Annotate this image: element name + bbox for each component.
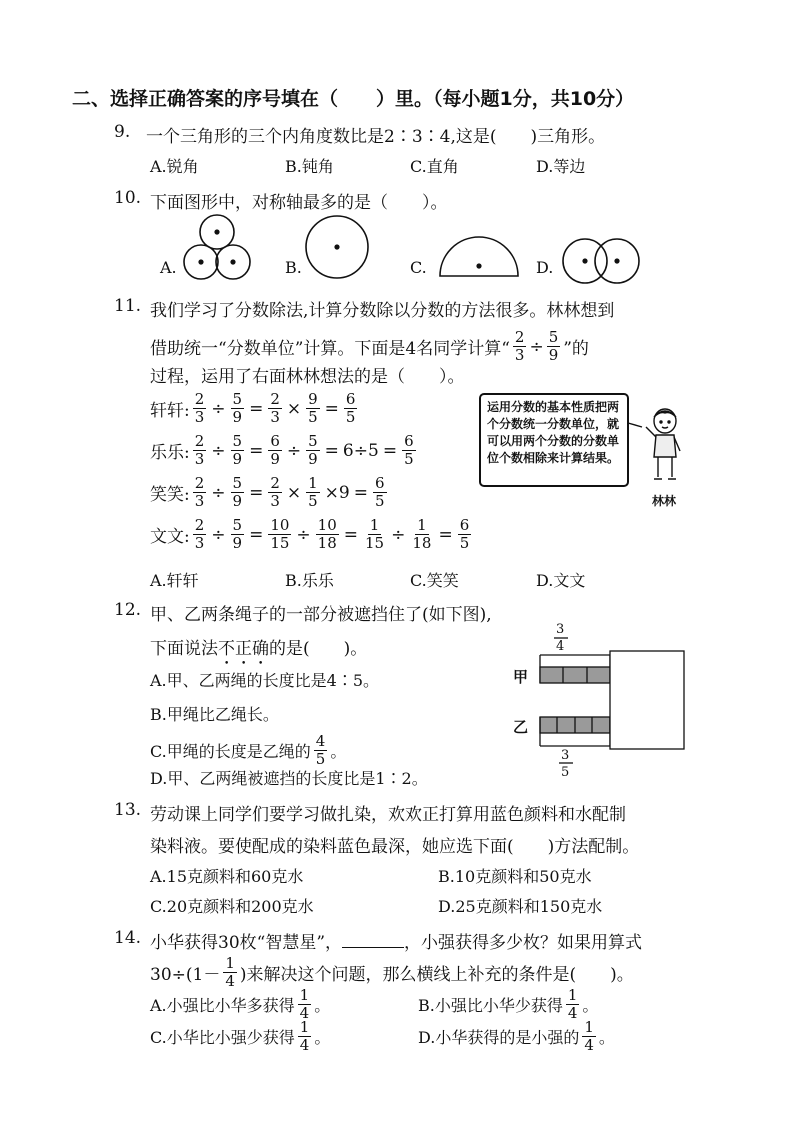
q14-line2: 30÷(1－ $\frac{1}{4}$ )来解决这个问题，那么横线上补充的条件是( )。 (150, 954, 634, 990)
q14-option-d: D.小华获得的是小强的 $\frac{1}{4}$ 。 (418, 1018, 615, 1054)
q13-option-b: B.10克颜料和50克水 (438, 867, 592, 886)
diagram-bottom-numerator: 3 (561, 748, 570, 763)
q12-line1: 甲、乙两条绳子的一部分被遮挡住了(如下图), (150, 605, 492, 625)
divide-sign: ÷ (529, 336, 544, 357)
section-title: 二、选择正确答案的序号填在（ ）里。（每小题1分，共10分） (72, 88, 635, 110)
q11-option-a: A.轩轩 (150, 571, 199, 590)
q11-number: 11. (114, 296, 142, 316)
q10-label-b: B. (285, 258, 302, 277)
student-name: 轩轩: (150, 401, 190, 421)
q9-option-d: D.等边 (536, 157, 586, 176)
q11-line2-start: 借助统一“分数单位”计算。下面是4名同学计算“ (150, 339, 510, 359)
q10-label-a: A. (160, 258, 177, 277)
q11-equation-xuanxuan: 轩轩: $\frac{2}{3}$ ÷ $\frac{5}{9}$ = $\frac{2}{3}$ × $\frac{9}{5}$ = $\frac{6}{5}$ (150, 390, 356, 426)
q11-equation-wenwen: 文文: $\frac{2}{3}$ ÷ $\frac{5}{9}$ = $\frac{10}{15}$ ÷ $\frac{10}{18}$ = $\frac{1}{15}$ ÷ $\frac{1}{18}$ = $\frac{6}{5}$ (150, 516, 470, 552)
emphasis-text: 不正确 (218, 639, 269, 659)
diagram-bottom-denominator: 5 (561, 765, 570, 780)
q14-option-a: A.小强比小华多获得 $\frac{1}{4}$ 。 (150, 986, 331, 1022)
q12-option-d: D.甲、乙两绳被遮挡的长度比是1∶2。 (150, 769, 428, 788)
label-jia: 甲 (513, 668, 529, 686)
q11-option-d: D.文文 (536, 571, 586, 590)
q9-number: 9. (114, 122, 131, 142)
student-name: 乐乐: (150, 443, 190, 463)
q13-line1: 劳动课上同学们要学习做扎染，欢欢正打算用蓝色颜料和水配制 (150, 805, 626, 825)
q9-option-b: B.钝角 (285, 157, 334, 176)
q12-option-c: C.甲绳的长度是乙绳的 $\frac{4}{5}$ 。 (150, 732, 347, 768)
q14-option-c: C.小华比小强少获得 $\frac{1}{4}$ 。 (150, 1018, 331, 1054)
student-name: 文文: (150, 527, 190, 547)
q9-option-c: C.直角 (410, 157, 459, 176)
q11-option-b: B.乐乐 (285, 571, 334, 590)
q12-number: 12. (114, 600, 142, 620)
q13-number: 13. (114, 800, 142, 820)
character-name: 林林 (652, 494, 677, 508)
q11-line3: 过程，运用了右面林林想法的是（ ）。 (150, 367, 465, 387)
q10-number: 10. (114, 188, 142, 208)
q11-option-c: C.笑笑 (410, 571, 459, 590)
diagram-top-denominator: 4 (556, 639, 565, 654)
q13-option-a: A.15克颜料和60克水 (150, 867, 304, 886)
q11-line1: 我们学习了分数除法,计算分数除以分数的方法很多。林林想到 (150, 301, 615, 321)
q14-number: 14. (114, 928, 142, 948)
diagram-top-numerator: 3 (556, 622, 565, 637)
student-name: 笑笑: (150, 485, 190, 505)
label-yi: 乙 (513, 718, 529, 736)
q9-text: 一个三角形的三个内角度数比是2∶3∶4,这是( )三角形。 (146, 127, 606, 147)
q11-line2-end: ”的 (563, 339, 589, 359)
q10-label-d: D. (536, 258, 554, 277)
fraction: $\frac{5}{9}$ (548, 328, 559, 364)
q13-option-c: C.20克颜料和200克水 (150, 897, 314, 916)
q12-option-b: B.甲绳比乙绳长。 (150, 705, 279, 724)
q11-equation-lele: 乐乐: $\frac{2}{3}$ ÷ $\frac{5}{9}$ = $\frac{6}{9}$ ÷ $\frac{5}{9}$ = 6÷5 = $\frac{6}{5}$ (150, 432, 414, 468)
q12-option-a: A.甲、乙两绳的长度比是4∶5。 (150, 671, 380, 690)
q12-line2: 下面说法不正确的是( )。 (150, 639, 368, 659)
speech-bubble: 运用分数的基本性质把两个分数统一分数单位，就可以用两个分数的分数单位个数相除来计算结果。 (479, 393, 629, 487)
q13-option-d: D.25克颜料和150克水 (438, 897, 603, 916)
answer-blank (342, 931, 404, 948)
q9-option-a: A.锐角 (150, 157, 199, 176)
fraction: $\frac{2}{3}$ (514, 328, 525, 364)
q13-line2: 染料液。要使配成的染料蓝色最深，她应选下面( )方法配制。 (150, 837, 640, 857)
q11-equation-xiaoxiao: 笑笑: $\frac{2}{3}$ ÷ $\frac{5}{9}$ = $\frac{2}{3}$ × $\frac{1}{5}$ ×9 = $\frac{6}{5}$ (150, 474, 385, 510)
q14-line1: 小华获得30枚“智慧星”， ，小强获得多少枚？如果用算式 (150, 933, 643, 953)
q10-label-c: C. (410, 258, 427, 277)
q14-option-b: B.小强比小华少获得 $\frac{1}{4}$ 。 (418, 986, 599, 1022)
q10-text: 下面图形中，对称轴最多的是（ ）。 (150, 193, 448, 213)
